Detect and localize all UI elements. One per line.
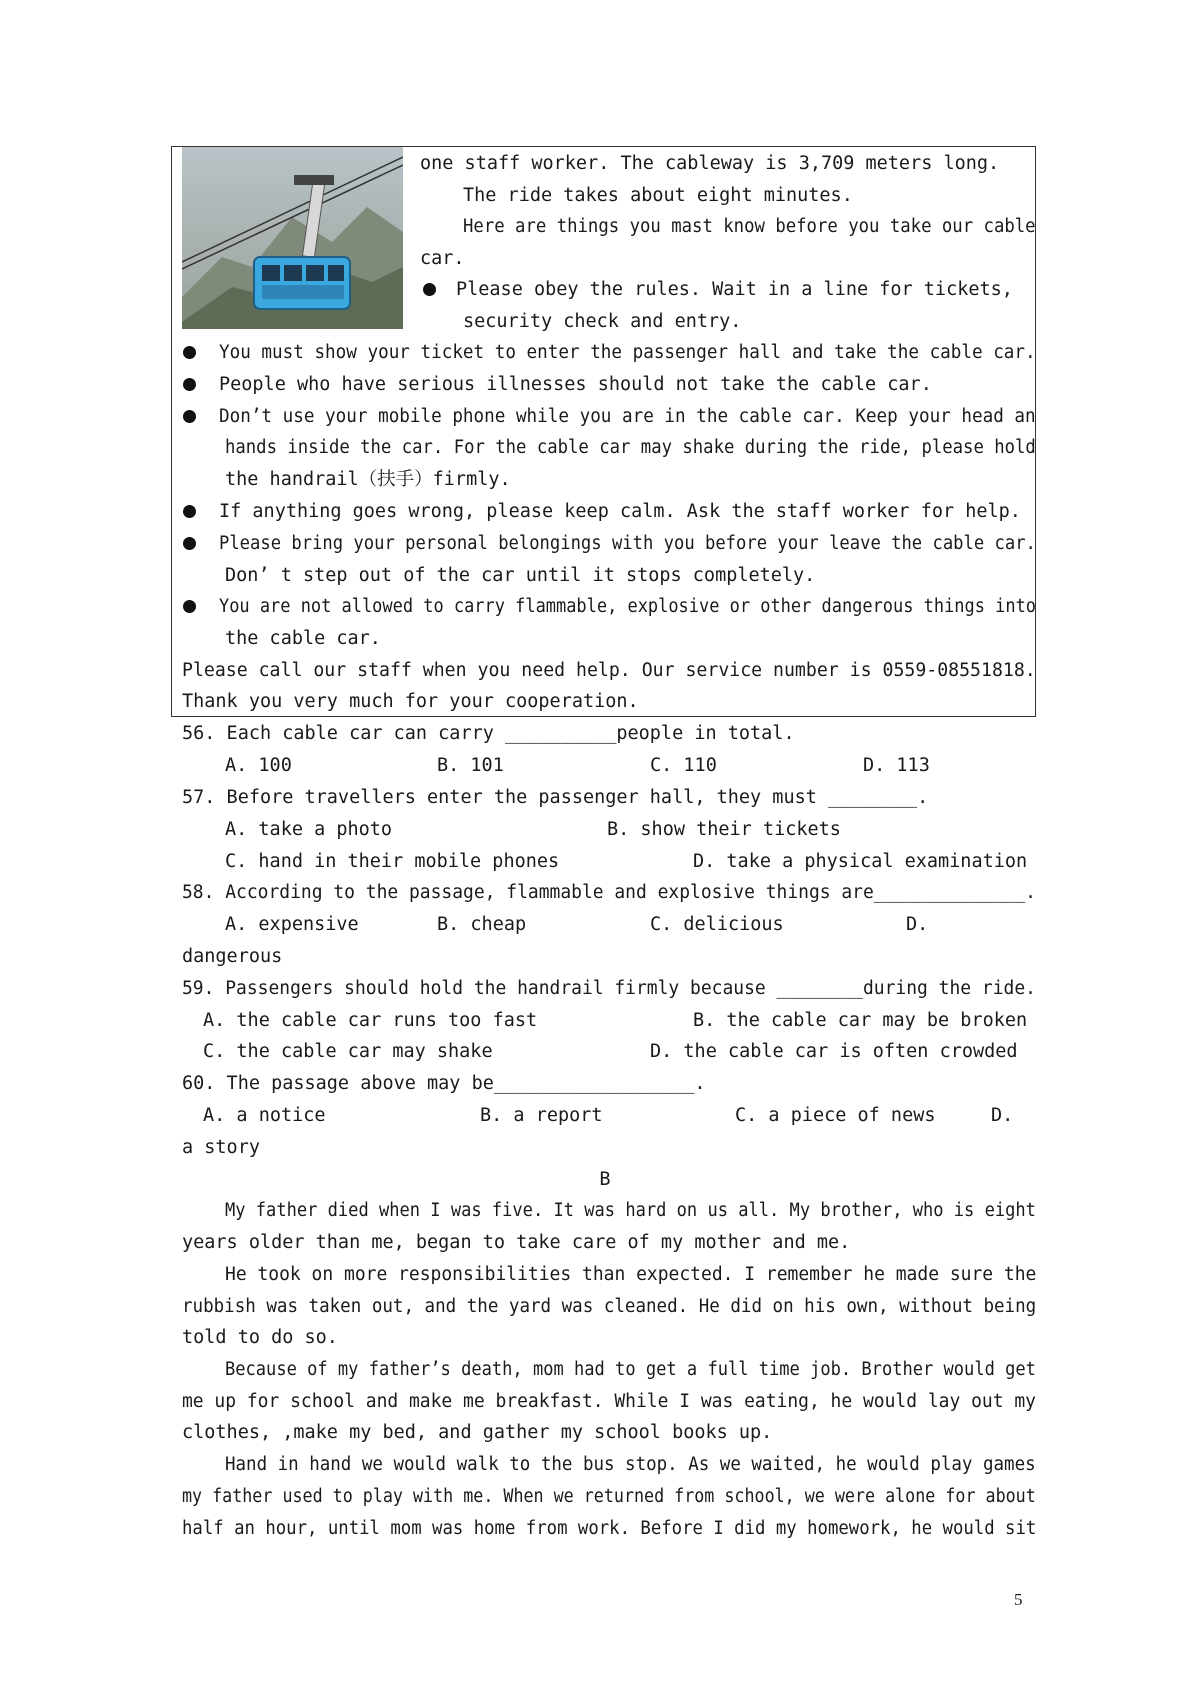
passage-line: My father died when I was five. It was hard on us all. My brother, who is eight (225, 1200, 1036, 1221)
cable-car-photo (182, 147, 403, 329)
option-c: C. hand in their mobile phones (225, 851, 560, 872)
question-57: 57. Before travellers enter the passenger hall, they must ________. (182, 787, 929, 808)
passage-line: Hand in hand we would walk to the bus stop. As we waited, he would play games (225, 1454, 1036, 1475)
passage-line: Because of my father’s death, mom had to get a full time job. Brother would get (225, 1359, 1036, 1380)
bullet-icon (183, 537, 196, 550)
option-a: A. the cable car runs too fast (203, 1010, 538, 1031)
notice-line: Here are things you mast know before you take our cable (463, 216, 1036, 237)
bullet-icon (183, 505, 196, 518)
option-d: D. take a physical examination (693, 851, 1028, 872)
option-a: A. expensive (225, 914, 359, 935)
notice-line: Thank you very much for your cooperation. (182, 691, 639, 712)
option-b: B. show their tickets (607, 819, 841, 840)
passage-line: rubbish was taken out, and the yard was cleaned. He did on his own, without being (182, 1296, 1037, 1317)
notice-line: Please obey the rules. Wait in a line for tickets, (456, 279, 1013, 300)
passage-line: half an hour, until mom was home from work. Before I did my homework, he would sit (182, 1518, 1037, 1539)
question-58: 58. According to the passage, flammable and explosive things are______________. (182, 882, 1036, 903)
option-b: B. a report (480, 1105, 603, 1126)
passage-line: told to do so. (182, 1327, 338, 1348)
bullet-icon (183, 600, 196, 613)
notice-line: hands inside the car. For the cable car may shake during the ride, please hold (225, 437, 1036, 458)
passage-line: me up for school and make me breakfast. While I was eating, he would lay out my (182, 1391, 1036, 1412)
option-d: D. 113 (863, 755, 930, 776)
notice-line: Please call our staff when you need help. Our service number is 0559-08551818. (182, 660, 1036, 681)
notice-line: the cable car. (225, 628, 381, 649)
option-d: D. the cable car is often crowded (650, 1041, 1018, 1062)
notice-line: The ride takes about eight minutes. (463, 185, 853, 206)
question-59: 59. Passengers should hold the handrail firmly because ________during the ride. (182, 978, 1036, 999)
bullet-icon (183, 410, 196, 423)
option-c: C. delicious (650, 914, 784, 935)
option-a: A. take a photo (225, 819, 393, 840)
option-c: C. 110 (650, 755, 717, 776)
notice-line: If anything goes wrong, please keep calm. Ask the staff worker for help. (219, 501, 1021, 522)
bullet-icon (423, 283, 436, 296)
notice-line: You must show your ticket to enter the passenger hall and take the cable car. (219, 342, 1036, 363)
notice-line: Don’ t step out of the car until it stops completely. (225, 565, 816, 586)
question-56: 56. Each cable car can carry __________people in total. (182, 723, 795, 744)
notice-line: People who have serious illnesses should not take the cable car. (219, 374, 932, 395)
passage-line: clothes, ,make my bed, and gather my school books up. (182, 1422, 773, 1443)
option-d: D. (906, 914, 929, 935)
option-d-text: dangerous (182, 946, 283, 967)
option-c: C. a piece of news (735, 1105, 936, 1126)
notice-line: the handrail（扶手）firmly. (225, 469, 511, 490)
option-b: B. cheap (437, 914, 527, 935)
passage-line: He took on more responsibilities than expected. I remember he made sure the (225, 1264, 1037, 1285)
passage-line: my father used to play with me. When we returned from school, we were alone for about (182, 1486, 1036, 1507)
option-b: B. 101 (437, 755, 504, 776)
option-d: D. (991, 1105, 1014, 1126)
option-a: A. a notice (203, 1105, 326, 1126)
option-d-text: a story (182, 1137, 260, 1158)
section-heading: B (599, 1169, 611, 1190)
passage-line: years older than me, began to take care of my mother and me. (182, 1232, 851, 1253)
option-c: C. the cable car may shake (203, 1041, 493, 1062)
notice-line: Don’t use your mobile phone while you are in the cable car. Keep your head an (219, 406, 1036, 427)
notice-line: You are not allowed to carry flammable, explosive or other dangerous things into (219, 596, 1037, 617)
notice-line: security check and entry. (463, 311, 742, 332)
notice-line: car. (420, 248, 465, 269)
page-number: 5 (1014, 1590, 1023, 1609)
bullet-icon (183, 346, 196, 359)
question-60: 60. The passage above may be__________________. (182, 1073, 706, 1094)
bullet-icon (183, 378, 196, 391)
option-a: A. 100 (225, 755, 292, 776)
notice-line: one staff worker. The cableway is 3,709 meters long. (420, 153, 1000, 174)
notice-line: Please bring your personal belongings with you before your leave the cable car. (219, 533, 1036, 554)
option-b: B. the cable car may be broken (693, 1010, 1028, 1031)
